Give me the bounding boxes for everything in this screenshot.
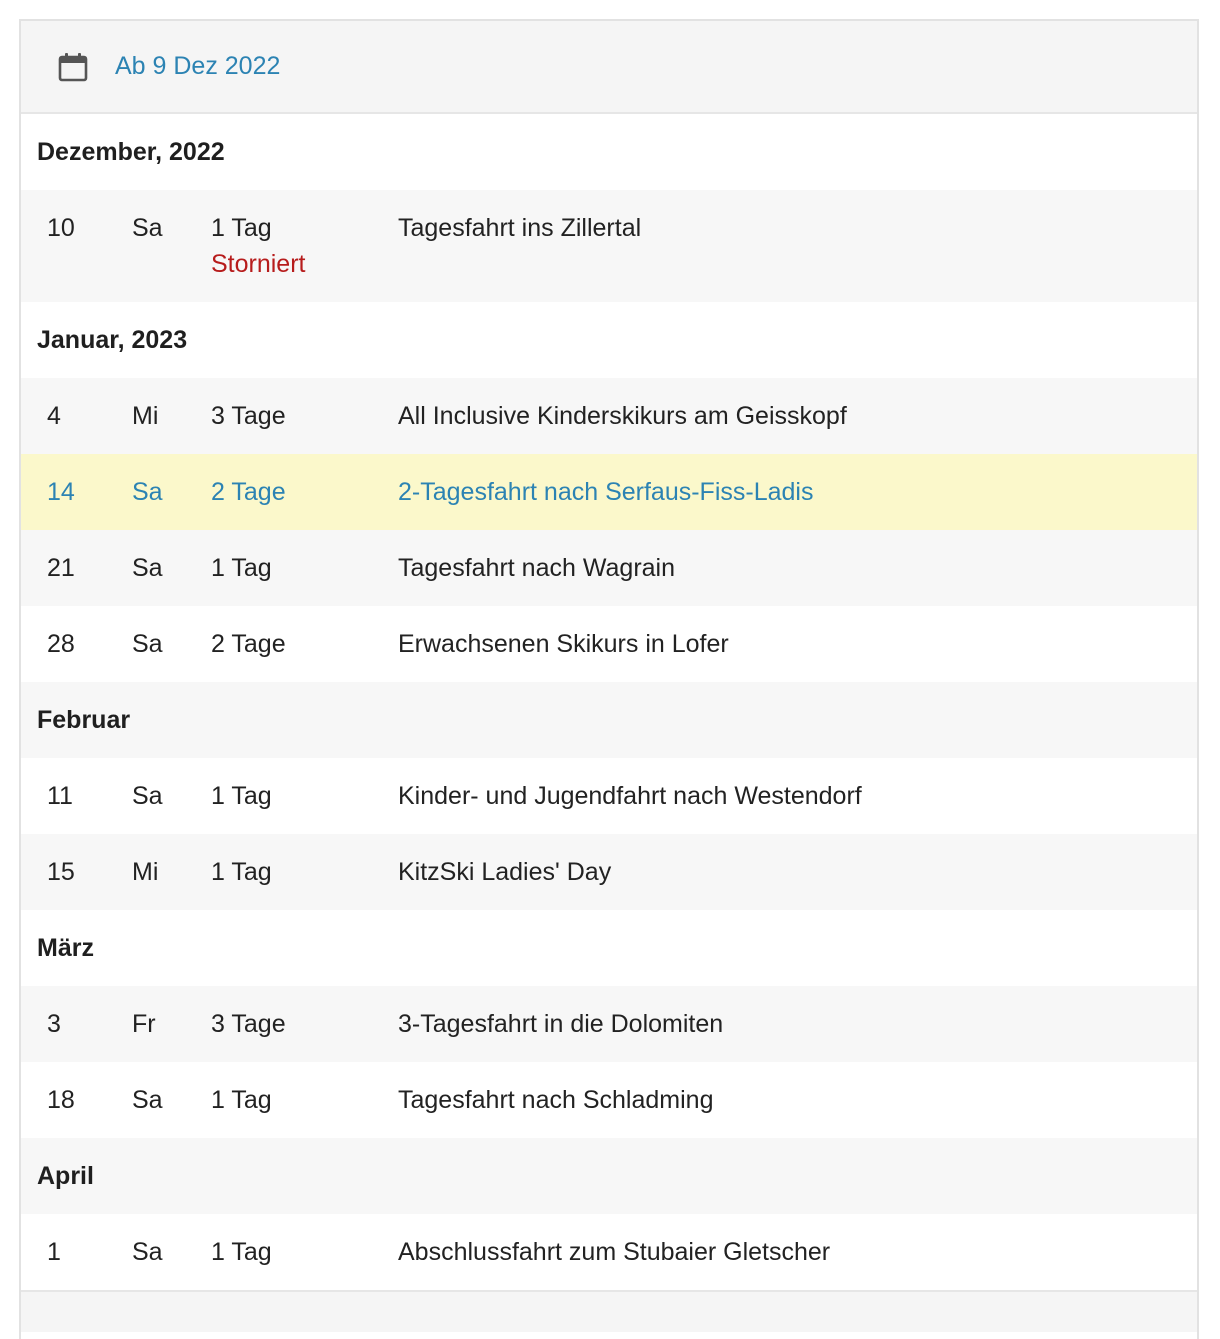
event-day: 18	[47, 1086, 75, 1114]
event-row[interactable]	[21, 530, 1197, 606]
event-duration-cell	[211, 782, 272, 811]
event-title: All Inclusive Kinderskikurs am Geisskopf	[398, 402, 847, 430]
event-duration: 2 Tage	[211, 478, 286, 506]
event-duration-cell	[211, 858, 272, 887]
event-title: 3-Tagesfahrt in die Dolomiten	[398, 1010, 724, 1038]
event-row[interactable]	[21, 378, 1197, 454]
month-header: Dezember, 2022	[21, 114, 1197, 190]
event-title: Abschlussfahrt zum Stubaier Gletscher	[398, 1238, 831, 1266]
event-duration: 2 Tage	[211, 630, 286, 658]
event-weekday: Sa	[132, 1086, 163, 1114]
event-title: 2-Tagesfahrt nach Serfaus-Fiss-Ladis	[398, 478, 814, 506]
event-duration: 1 Tag	[211, 782, 272, 810]
event-row[interactable]	[21, 454, 1197, 530]
event-title: Tagesfahrt ins Zillertal	[398, 214, 642, 242]
event-weekday: Mi	[132, 402, 159, 430]
event-title: Tagesfahrt nach Schladming	[398, 1086, 714, 1114]
event-duration: 1 Tag	[211, 1086, 272, 1114]
event-duration: 1 Tag	[211, 858, 272, 886]
event-day: 11	[47, 782, 73, 810]
event-day: 1	[47, 1238, 61, 1266]
event-row[interactable]	[21, 1214, 1197, 1290]
event-day: 15	[47, 858, 75, 886]
event-weekday: Sa	[132, 782, 163, 810]
event-day: 10	[47, 214, 75, 242]
event-weekday: Fr	[132, 1010, 156, 1038]
event-day: 28	[47, 630, 75, 658]
event-weekday: Sa	[132, 214, 163, 242]
event-day: 4	[47, 402, 61, 430]
event-day: 14	[47, 478, 75, 506]
event-title: Kinder- und Jugendfahrt nach Westendorf	[398, 782, 862, 810]
panel-header	[21, 21, 1197, 114]
event-duration-cell	[211, 1010, 286, 1039]
event-duration-cell	[211, 214, 305, 279]
event-row[interactable]	[21, 986, 1197, 1062]
event-weekday: Sa	[132, 478, 163, 506]
event-row[interactable]	[21, 758, 1197, 834]
month-header: April	[21, 1138, 1197, 1214]
month-header: Januar, 2023	[21, 302, 1197, 378]
date-filter-link[interactable]: Ab 9 Dez 2022	[115, 52, 281, 80]
event-duration-cell	[211, 1238, 272, 1267]
event-duration-cell	[211, 630, 286, 659]
event-duration: 3 Tage	[211, 1010, 286, 1038]
calendar-icon	[57, 51, 89, 83]
event-row[interactable]	[21, 606, 1197, 682]
event-list	[21, 114, 1197, 1290]
event-duration: 1 Tag	[211, 554, 272, 582]
event-duration-cell	[211, 1086, 272, 1115]
month-header: März	[21, 910, 1197, 986]
event-row[interactable]	[21, 834, 1197, 910]
event-duration: 3 Tage	[211, 402, 286, 430]
event-duration: 1 Tag	[211, 1238, 272, 1266]
event-row[interactable]	[21, 190, 1197, 302]
event-title: KitzSki Ladies' Day	[398, 858, 612, 886]
event-title: Tagesfahrt nach Wagrain	[398, 554, 676, 582]
event-weekday: Sa	[132, 1238, 163, 1266]
event-duration-cell	[211, 402, 286, 431]
event-weekday: Sa	[132, 630, 163, 658]
event-row[interactable]	[21, 1062, 1197, 1138]
event-day: 21	[47, 554, 75, 582]
event-status-cancelled: Storniert	[211, 250, 306, 278]
event-weekday: Sa	[132, 554, 163, 582]
month-header: Februar	[21, 682, 1197, 758]
event-day: 3	[47, 1010, 61, 1038]
event-weekday: Mi	[132, 858, 159, 886]
events-panel	[19, 19, 1199, 1339]
event-duration: 1 Tag	[211, 214, 272, 242]
event-duration-cell	[211, 478, 286, 507]
panel-footer	[21, 1290, 1197, 1332]
event-duration-cell	[211, 554, 272, 583]
event-title: Erwachsenen Skikurs in Lofer	[398, 630, 729, 658]
